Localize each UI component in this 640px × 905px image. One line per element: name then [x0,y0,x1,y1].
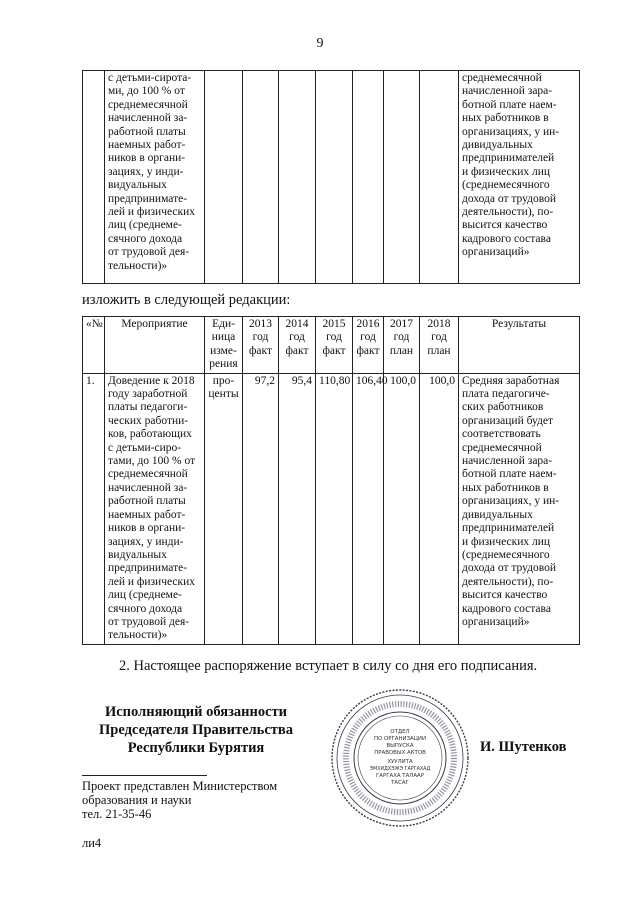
stamp-line: ХУУЛИТА [387,759,413,765]
table-continuation [82,70,580,284]
row-value-2017: 100,0 [384,373,420,644]
header-unit: Еди- ница изме- рения [205,317,243,374]
header-2015: 2015 год факт [316,317,353,374]
document-code: ли4 [82,836,102,850]
signature-title: Исполняющий обязанности Председателя Правительства Республики Бурятия [99,704,293,756]
table-header-row [83,317,580,374]
row-value-2015: 110,80 [316,373,353,644]
clause-2: 2. Настоящее распоряжение вступает в силу со дня его подписания. [119,658,538,674]
stamp-line: ГАРГАХА ТАЛААР [376,773,424,779]
footnote-divider [82,775,207,776]
row-value-2016: 106,40 [353,373,384,644]
header-results: Результаты [459,317,580,374]
header-2014: 2014 год факт [279,317,316,374]
signatory-name: И. Шутенков [480,739,567,755]
row-num: 1. [83,373,105,644]
stamp-line: ПО ОРГАНИЗАЦИИ [374,736,426,742]
header-2016: 2016 год факт [353,317,384,374]
row-value-2013: 97,2 [243,373,279,644]
header-2018: 2018 год план [420,317,459,374]
value-cell [420,71,459,284]
row-value-2018: 100,0 [420,373,459,644]
results-cell: среднемесячной начисленной зара- ботной плате наем- ных работников в организациях, у ин- дивидуальных предпринимателей и физических лиц (среднемесячного дохода от трудовой деятельности), по- высится качество кадрового состава организаций» [459,71,580,284]
value-cell [353,71,384,284]
value-cell [384,71,420,284]
activity-cell: с детьми-сирота- ми, до 100 % от среднемесячной начисленной за- работной платы наемных работ- ников в органи- зациях, у инди- видуальных предпринимате- лей и физических лиц (среднеме- сячного дохода от трудовой дея- тельности)» [105,71,205,284]
page-number: 9 [316,36,324,51]
value-cell [279,71,316,284]
table-main [82,316,580,645]
project-note: Проект представлен Министерством образования и науки тел. 21-35-46 [82,779,278,821]
row-results: Средняя заработная плата педагогиче- ских работников организаций будет соответствовать среднемесячной начисленной зара- ботной плате наем- ных работников в организациях, у ин- дивидуальных предпринимателей и физических лиц (среднемесячного дохода от трудовой деятельности), по- высится качество кадрового состава организаций» [459,373,580,644]
header-2017: 2017 год план [384,317,420,374]
official-stamp-seal [330,688,470,828]
header-num: «№ [83,317,105,374]
row-activity: Доведение к 2018 году заработной платы педагоги- ческих работни- ков, работающих с детьми-сиро- тами, до 100 % от среднемесячной начисленной за- работной платы наемных работ- ников в органи- зациях, у инди- видуальных предпринимате- лей и физических лиц (среднеме- сячного дохода от трудовой дея- тельности)» [105,373,205,644]
unit-cell [205,71,243,284]
stamp-line: ОТДЕЛ [390,729,410,735]
header-activity: Мероприятие [105,317,205,374]
table-row [83,71,580,284]
stamp-line: ПРАВОВЫХ АКТОВ [374,750,426,756]
section-heading: изложить в следующей редакции: [82,292,291,308]
value-cell [243,71,279,284]
row-value-2014: 95,4 [279,373,316,644]
row-unit: про- центы [205,373,243,644]
table-row [83,373,580,644]
header-2013: 2013 год факт [243,317,279,374]
stamp-line: ЭМХИДХЭЖЭ ГАРГАХАД [369,767,431,772]
stamp-line: ВЫПУСКА [386,743,414,749]
num-cell [83,71,105,284]
value-cell [316,71,353,284]
stamp-line: ТАСАГ [391,780,409,786]
